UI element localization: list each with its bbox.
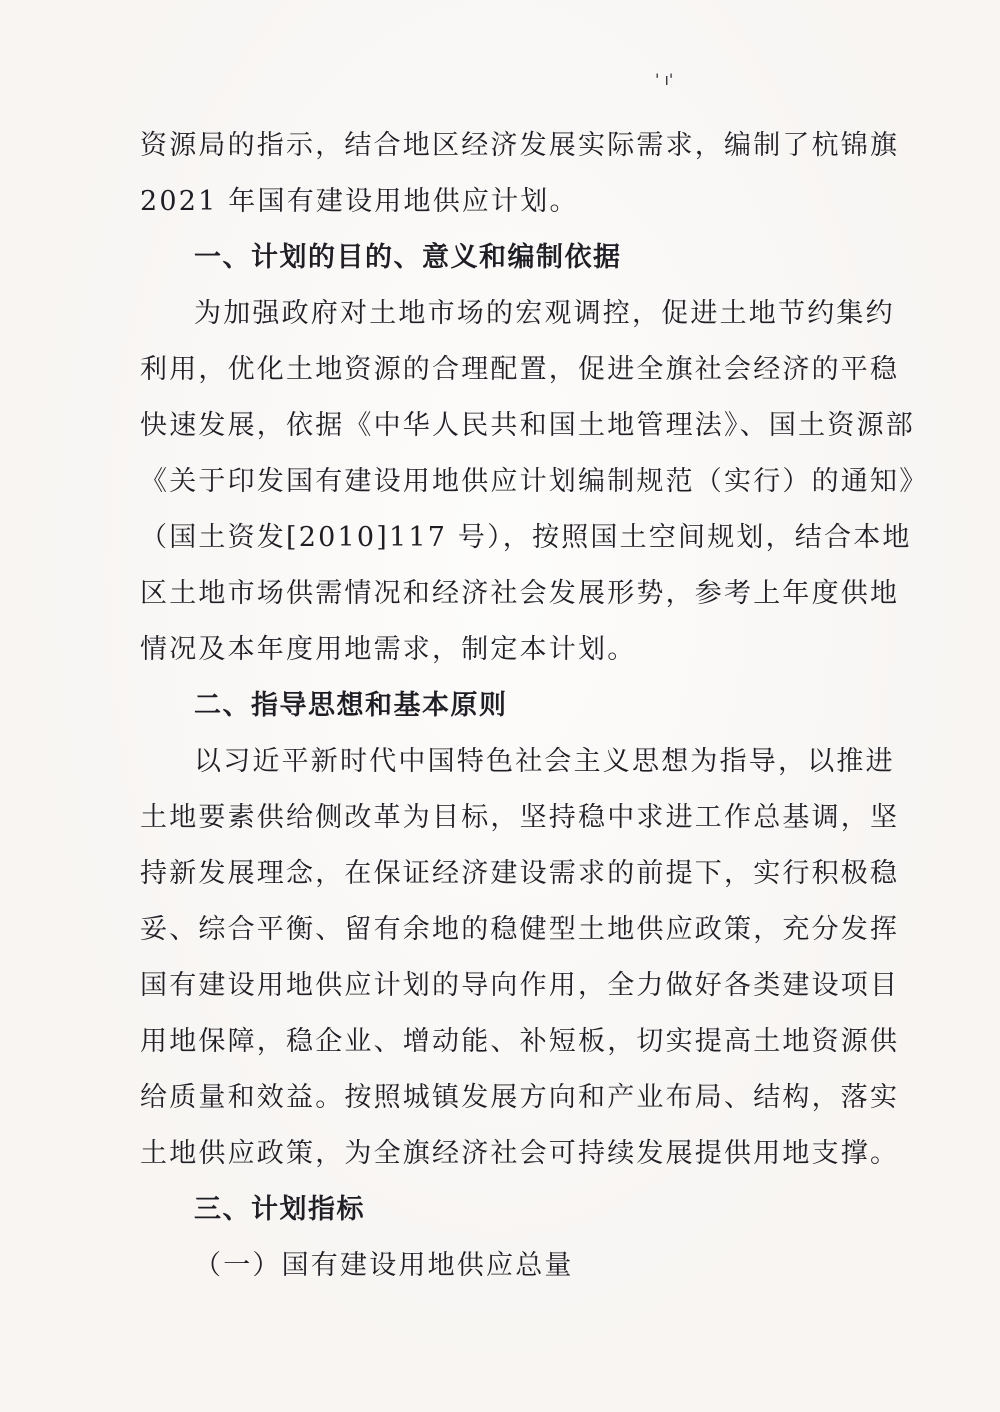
paragraph-line: （国土资发[2010]117 号），按照国土空间规划，结合本地	[140, 522, 912, 553]
paragraph-line: 妥、综合平衡、留有余地的稳健型土地供应政策，充分发挥	[140, 914, 900, 945]
paragraph-line: 土地供应政策，为全旗经济社会可持续发展提供用地支撑。	[140, 1138, 900, 1169]
body-line: 2021 年国有建设用地供应计划。	[140, 186, 579, 217]
section-heading-3: 三、计划指标	[194, 1194, 365, 1225]
paragraph-line: 利用，优化土地资源的合理配置，促进全旗社会经济的平稳	[140, 354, 900, 385]
paragraph-line: 为加强政府对土地市场的宏观调控，促进土地节约集约	[194, 298, 895, 329]
paragraph-line: 给质量和效益。按照城镇发展方向和产业布局、结构，落实	[140, 1082, 900, 1113]
paragraph-line: 土地要素供给侧改革为目标，坚持稳中求进工作总基调，坚	[140, 802, 900, 833]
paragraph-line: 用地保障，稳企业、增动能、补短板，切实提高土地资源供	[140, 1026, 900, 1057]
section-heading-2: 二、指导思想和基本原则	[194, 690, 508, 721]
paragraph-line: 国有建设用地供应计划的导向作用，全力做好各类建设项目	[140, 970, 900, 1001]
scan-speck-marks: ' ı'	[655, 70, 674, 89]
paragraph-line: 持新发展理念，在保证经济建设需求的前提下，实行积极稳	[140, 858, 900, 889]
paragraph-line: 情况及本年度用地需求，制定本计划。	[140, 634, 637, 665]
section-heading-1: 一、计划的目的、意义和编制依据	[194, 242, 622, 273]
subsection-heading: （一）国有建设用地供应总量	[194, 1250, 574, 1281]
paragraph-line: 《关于印发国有建设用地供应计划编制规范（实行）的通知》	[140, 466, 929, 497]
paragraph-line: 区土地市场供需情况和经济社会发展形势，参考上年度供地	[140, 578, 900, 609]
paragraph-line: 快速发展，依据《中华人民共和国土地管理法》、国土资源部	[140, 410, 915, 441]
paragraph-line: 以习近平新时代中国特色社会主义思想为指导，以推进	[194, 746, 895, 777]
body-line: 资源局的指示，结合地区经济发展实际需求，编制了杭锦旗	[140, 130, 900, 161]
